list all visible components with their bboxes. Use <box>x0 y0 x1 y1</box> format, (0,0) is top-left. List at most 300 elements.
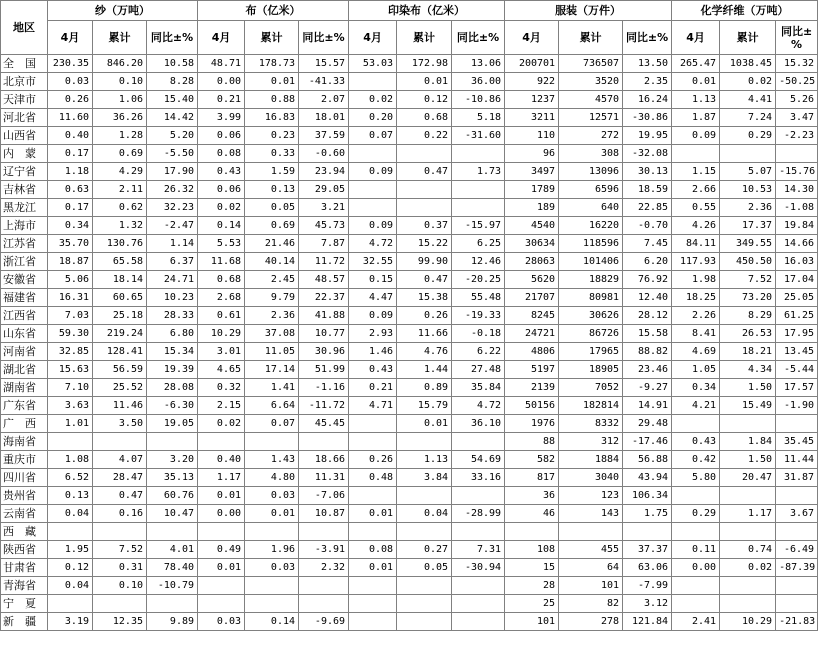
value-cell: 0.01 <box>198 487 245 505</box>
value-cell: 88 <box>505 433 559 451</box>
value-cell: -10.86 <box>452 91 505 109</box>
table-row <box>1 325 818 343</box>
value-cell: 349.55 <box>720 235 776 253</box>
value-cell: 23.94 <box>299 163 349 181</box>
value-cell: 0.32 <box>198 379 245 397</box>
value-cell: 48.57 <box>299 271 349 289</box>
value-cell: 15.58 <box>623 325 672 343</box>
value-cell: 0.06 <box>198 127 245 145</box>
region-cell: 新 疆 <box>1 613 48 631</box>
value-cell: 17965 <box>559 343 623 361</box>
value-cell: 0.21 <box>198 91 245 109</box>
value-cell: 10.77 <box>299 325 349 343</box>
value-cell: 2.15 <box>198 397 245 415</box>
value-cell: -41.33 <box>299 73 349 91</box>
value-cell <box>672 595 720 613</box>
value-cell: 4.72 <box>452 397 505 415</box>
value-cell <box>672 145 720 163</box>
table-row <box>1 127 818 145</box>
value-cell: 9.89 <box>147 613 198 631</box>
value-cell <box>672 415 720 433</box>
value-cell: 0.37 <box>397 217 452 235</box>
region-cell: 海南省 <box>1 433 48 451</box>
value-cell: 11.05 <box>245 343 299 361</box>
value-cell: 3497 <box>505 163 559 181</box>
value-cell: 35.84 <box>452 379 505 397</box>
value-cell: 0.01 <box>397 73 452 91</box>
value-cell: -6.49 <box>776 541 818 559</box>
value-cell: 1.84 <box>720 433 776 451</box>
value-cell: 0.88 <box>245 91 299 109</box>
value-cell: -5.44 <box>776 361 818 379</box>
value-cell: 32.55 <box>349 253 397 271</box>
value-cell: 7.24 <box>720 109 776 127</box>
sub-header-cumulative: 累计 <box>720 21 776 55</box>
value-cell <box>720 577 776 595</box>
value-cell: 0.06 <box>198 181 245 199</box>
value-cell: 1789 <box>505 181 559 199</box>
value-cell: 582 <box>505 451 559 469</box>
value-cell <box>245 595 299 613</box>
value-cell: 17.57 <box>776 379 818 397</box>
region-cell: 宁 夏 <box>1 595 48 613</box>
value-cell: 45.73 <box>299 217 349 235</box>
value-cell: 1.13 <box>397 451 452 469</box>
value-cell <box>48 595 93 613</box>
value-cell: 1.32 <box>93 217 147 235</box>
value-cell: 63.06 <box>623 559 672 577</box>
value-cell: 28.12 <box>623 307 672 325</box>
value-cell: 143 <box>559 505 623 523</box>
value-cell: 40.14 <box>245 253 299 271</box>
value-cell: 43.94 <box>623 469 672 487</box>
value-cell <box>720 523 776 541</box>
value-cell: 29.05 <box>299 181 349 199</box>
value-cell: 11.68 <box>198 253 245 271</box>
value-cell <box>672 577 720 595</box>
value-cell: 182814 <box>559 397 623 415</box>
value-cell: 0.14 <box>198 217 245 235</box>
value-cell: 3520 <box>559 73 623 91</box>
value-cell: 18829 <box>559 271 623 289</box>
value-cell: 1.28 <box>93 127 147 145</box>
value-cell: 0.31 <box>93 559 147 577</box>
value-cell: 2.11 <box>93 181 147 199</box>
value-cell: 3.12 <box>623 595 672 613</box>
value-cell: -0.70 <box>623 217 672 235</box>
value-cell: 6.37 <box>147 253 198 271</box>
value-cell: 0.40 <box>48 127 93 145</box>
value-cell: 5.26 <box>776 91 818 109</box>
value-cell: 0.02 <box>720 559 776 577</box>
value-cell: 18.59 <box>623 181 672 199</box>
value-cell <box>397 433 452 451</box>
value-cell: 20.47 <box>720 469 776 487</box>
value-cell: 30626 <box>559 307 623 325</box>
value-cell: 0.29 <box>672 505 720 523</box>
value-cell: 0.05 <box>397 559 452 577</box>
value-cell: 7.52 <box>720 271 776 289</box>
value-cell: 18.25 <box>672 289 720 307</box>
value-cell: 6.80 <box>147 325 198 343</box>
group-header-printed-cloth: 印染布（亿米） <box>349 1 505 21</box>
value-cell <box>720 415 776 433</box>
value-cell: 5.06 <box>48 271 93 289</box>
value-cell <box>349 433 397 451</box>
value-cell: 3211 <box>505 109 559 127</box>
value-cell <box>623 523 672 541</box>
value-cell: 0.01 <box>672 73 720 91</box>
value-cell: 110 <box>505 127 559 145</box>
value-cell: 0.49 <box>198 541 245 559</box>
value-cell: 278 <box>559 613 623 631</box>
value-cell: 12571 <box>559 109 623 127</box>
value-cell: 1.95 <box>48 541 93 559</box>
value-cell: 230.35 <box>48 55 93 73</box>
value-cell: 0.13 <box>245 181 299 199</box>
group-header-yarn: 纱（万吨） <box>48 1 198 21</box>
value-cell: 8.28 <box>147 73 198 91</box>
table-row <box>1 181 818 199</box>
value-cell: 736507 <box>559 55 623 73</box>
value-cell: -11.72 <box>299 397 349 415</box>
value-cell: 27.48 <box>452 361 505 379</box>
value-cell: 28.47 <box>93 469 147 487</box>
value-cell <box>452 577 505 595</box>
value-cell: 25.05 <box>776 289 818 307</box>
value-cell <box>349 181 397 199</box>
value-cell: -7.99 <box>623 577 672 595</box>
value-cell: 0.02 <box>720 73 776 91</box>
region-cell: 江西省 <box>1 307 48 325</box>
value-cell: 0.04 <box>48 505 93 523</box>
value-cell: 15.40 <box>147 91 198 109</box>
table-row <box>1 271 818 289</box>
value-cell: 4806 <box>505 343 559 361</box>
value-cell: 2.93 <box>349 325 397 343</box>
value-cell: 26.32 <box>147 181 198 199</box>
value-cell: 312 <box>559 433 623 451</box>
value-cell: 10.29 <box>198 325 245 343</box>
value-cell: 455 <box>559 541 623 559</box>
value-cell: 25.18 <box>93 307 147 325</box>
value-cell: 50156 <box>505 397 559 415</box>
value-cell: 11.46 <box>93 397 147 415</box>
value-cell <box>452 145 505 163</box>
value-cell: 7.52 <box>93 541 147 559</box>
value-cell: 0.09 <box>672 127 720 145</box>
value-cell: 0.17 <box>48 145 93 163</box>
value-cell <box>349 487 397 505</box>
value-cell: 4.34 <box>720 361 776 379</box>
value-cell: 1038.45 <box>720 55 776 73</box>
value-cell: 4.26 <box>672 217 720 235</box>
region-cell: 云南省 <box>1 505 48 523</box>
value-cell: 82 <box>559 595 623 613</box>
sub-header-april: 4月 <box>672 21 720 55</box>
value-cell: 19.39 <box>147 361 198 379</box>
value-cell: 0.42 <box>672 451 720 469</box>
value-cell: 15.38 <box>397 289 452 307</box>
sub-header-april: 4月 <box>505 21 559 55</box>
value-cell <box>452 199 505 217</box>
region-cell: 上海市 <box>1 217 48 235</box>
value-cell: 0.20 <box>349 109 397 127</box>
region-cell: 青海省 <box>1 577 48 595</box>
table-row <box>1 379 818 397</box>
region-cell: 四川省 <box>1 469 48 487</box>
value-cell: 0.48 <box>349 469 397 487</box>
value-cell: 3.99 <box>198 109 245 127</box>
value-cell: 1.98 <box>672 271 720 289</box>
value-cell <box>397 577 452 595</box>
table-row <box>1 217 818 235</box>
value-cell: 28063 <box>505 253 559 271</box>
value-cell: 18905 <box>559 361 623 379</box>
value-cell: 1237 <box>505 91 559 109</box>
value-cell <box>245 577 299 595</box>
value-cell: 0.63 <box>48 181 93 199</box>
value-cell: 0.01 <box>397 415 452 433</box>
value-cell <box>452 595 505 613</box>
value-cell: 0.47 <box>397 163 452 181</box>
value-cell <box>776 595 818 613</box>
value-cell: 3.47 <box>776 109 818 127</box>
value-cell: 4.80 <box>245 469 299 487</box>
value-cell: -15.76 <box>776 163 818 181</box>
value-cell <box>776 487 818 505</box>
value-cell: 18.87 <box>48 253 93 271</box>
value-cell: 0.17 <box>48 199 93 217</box>
table-row <box>1 361 818 379</box>
value-cell: 23.46 <box>623 361 672 379</box>
sub-header-april: 4月 <box>48 21 93 55</box>
value-cell <box>776 145 818 163</box>
value-cell: 13.50 <box>623 55 672 73</box>
value-cell: 17.04 <box>776 271 818 289</box>
value-cell: 7.45 <box>623 235 672 253</box>
value-cell: 24.71 <box>147 271 198 289</box>
value-cell: 8.29 <box>720 307 776 325</box>
value-cell: 0.02 <box>349 91 397 109</box>
table-row <box>1 415 818 433</box>
sub-header-cumulative: 累计 <box>559 21 623 55</box>
value-cell: 108 <box>505 541 559 559</box>
value-cell: 4.65 <box>198 361 245 379</box>
region-cell: 安徽省 <box>1 271 48 289</box>
value-cell <box>93 595 147 613</box>
value-cell: 22.37 <box>299 289 349 307</box>
value-cell: 24721 <box>505 325 559 343</box>
value-cell: 15.49 <box>720 397 776 415</box>
value-cell: 0.26 <box>349 451 397 469</box>
region-cell: 甘肃省 <box>1 559 48 577</box>
value-cell: 308 <box>559 145 623 163</box>
value-cell: 4.29 <box>93 163 147 181</box>
group-header-cloth: 布（亿米） <box>198 1 349 21</box>
region-cell: 广 西 <box>1 415 48 433</box>
value-cell: 4.71 <box>349 397 397 415</box>
table-row <box>1 199 818 217</box>
value-cell: 35.70 <box>48 235 93 253</box>
value-cell: 28.33 <box>147 307 198 325</box>
value-cell: 5.20 <box>147 127 198 145</box>
region-cell: 天津市 <box>1 91 48 109</box>
value-cell: 10.29 <box>720 613 776 631</box>
value-cell: 10.87 <box>299 505 349 523</box>
value-cell <box>397 145 452 163</box>
value-cell: 18.21 <box>720 343 776 361</box>
value-cell: 5197 <box>505 361 559 379</box>
value-cell: -30.94 <box>452 559 505 577</box>
value-cell: 922 <box>505 73 559 91</box>
value-cell <box>397 181 452 199</box>
value-cell: 640 <box>559 199 623 217</box>
value-cell: 16220 <box>559 217 623 235</box>
value-cell <box>299 433 349 451</box>
value-cell: 56.88 <box>623 451 672 469</box>
value-cell: 0.43 <box>198 163 245 181</box>
region-cell: 吉林省 <box>1 181 48 199</box>
value-cell: 13.06 <box>452 55 505 73</box>
value-cell: 101406 <box>559 253 623 271</box>
value-cell: 0.00 <box>672 559 720 577</box>
value-cell <box>198 523 245 541</box>
group-header-garments: 服装（万件） <box>505 1 672 21</box>
value-cell: 73.20 <box>720 289 776 307</box>
value-cell: 0.26 <box>397 307 452 325</box>
value-cell: 0.89 <box>397 379 452 397</box>
value-cell: 0.01 <box>245 73 299 91</box>
value-cell: 0.08 <box>349 541 397 559</box>
table-row <box>1 559 818 577</box>
value-cell: 0.69 <box>93 145 147 163</box>
region-cell: 辽宁省 <box>1 163 48 181</box>
value-cell: 13.45 <box>776 343 818 361</box>
value-cell: 0.13 <box>48 487 93 505</box>
value-cell: 29.48 <box>623 415 672 433</box>
table-row <box>1 343 818 361</box>
value-cell: 1.50 <box>720 379 776 397</box>
value-cell <box>349 145 397 163</box>
value-cell: 41.88 <box>299 307 349 325</box>
value-cell: 0.40 <box>198 451 245 469</box>
value-cell: -0.18 <box>452 325 505 343</box>
group-header-row <box>1 1 818 21</box>
value-cell: 55.48 <box>452 289 505 307</box>
value-cell: 21.46 <box>245 235 299 253</box>
value-cell: 2.32 <box>299 559 349 577</box>
value-cell: 1884 <box>559 451 623 469</box>
value-cell: 101 <box>559 577 623 595</box>
value-cell: 6.20 <box>623 253 672 271</box>
table-row <box>1 307 818 325</box>
sub-header-yoy-change: 同比±% <box>147 21 198 55</box>
value-cell: 5.18 <box>452 109 505 127</box>
table-row <box>1 145 818 163</box>
value-cell: 78.40 <box>147 559 198 577</box>
region-cell: 河南省 <box>1 343 48 361</box>
value-cell: 1.05 <box>672 361 720 379</box>
sub-header-row <box>1 21 818 55</box>
value-cell <box>776 523 818 541</box>
value-cell: 0.02 <box>198 415 245 433</box>
value-cell: 7.31 <box>452 541 505 559</box>
group-header-chemical-fiber: 化学纤维（万吨） <box>672 1 818 21</box>
value-cell: 0.11 <box>672 541 720 559</box>
value-cell: 53.03 <box>349 55 397 73</box>
value-cell <box>505 523 559 541</box>
sub-header-april: 4月 <box>198 21 245 55</box>
value-cell: 5.53 <box>198 235 245 253</box>
value-cell: -1.16 <box>299 379 349 397</box>
region-cell: 广东省 <box>1 397 48 415</box>
value-cell: 0.23 <box>245 127 299 145</box>
value-cell: 84.11 <box>672 235 720 253</box>
value-cell: 3.19 <box>48 613 93 631</box>
value-cell: 1.08 <box>48 451 93 469</box>
value-cell <box>349 613 397 631</box>
region-cell: 山西省 <box>1 127 48 145</box>
table-row <box>1 451 818 469</box>
value-cell: 0.14 <box>245 613 299 631</box>
value-cell: -9.69 <box>299 613 349 631</box>
value-cell <box>147 595 198 613</box>
value-cell: 2.35 <box>623 73 672 91</box>
value-cell: 61.25 <box>776 307 818 325</box>
value-cell: 17.37 <box>720 217 776 235</box>
region-cell: 河北省 <box>1 109 48 127</box>
value-cell: 0.03 <box>245 559 299 577</box>
table-row <box>1 163 818 181</box>
value-cell: 7.03 <box>48 307 93 325</box>
value-cell: 12.40 <box>623 289 672 307</box>
value-cell: 60.65 <box>93 289 147 307</box>
value-cell: 16.24 <box>623 91 672 109</box>
value-cell: -31.60 <box>452 127 505 145</box>
value-cell: 15.34 <box>147 343 198 361</box>
value-cell: 2.41 <box>672 613 720 631</box>
value-cell: 6.22 <box>452 343 505 361</box>
table-row <box>1 469 818 487</box>
value-cell: 10.23 <box>147 289 198 307</box>
value-cell: 0.08 <box>198 145 245 163</box>
value-cell: 3.01 <box>198 343 245 361</box>
value-cell: 5.07 <box>720 163 776 181</box>
value-cell: 450.50 <box>720 253 776 271</box>
value-cell <box>397 613 452 631</box>
value-cell <box>48 523 93 541</box>
value-cell: 8332 <box>559 415 623 433</box>
value-cell: 8.41 <box>672 325 720 343</box>
value-cell: 1.17 <box>720 505 776 523</box>
table-row <box>1 505 818 523</box>
value-cell: -2.23 <box>776 127 818 145</box>
value-cell: 16.03 <box>776 253 818 271</box>
value-cell: 0.22 <box>397 127 452 145</box>
value-cell: 6596 <box>559 181 623 199</box>
value-cell: 128.41 <box>93 343 147 361</box>
value-cell: 36.10 <box>452 415 505 433</box>
value-cell: 0.07 <box>245 415 299 433</box>
value-cell: 96 <box>505 145 559 163</box>
value-cell: 118596 <box>559 235 623 253</box>
value-cell: 4.21 <box>672 397 720 415</box>
value-cell <box>776 415 818 433</box>
value-cell: -10.79 <box>147 577 198 595</box>
value-cell: 3.67 <box>776 505 818 523</box>
value-cell: 0.04 <box>48 577 93 595</box>
